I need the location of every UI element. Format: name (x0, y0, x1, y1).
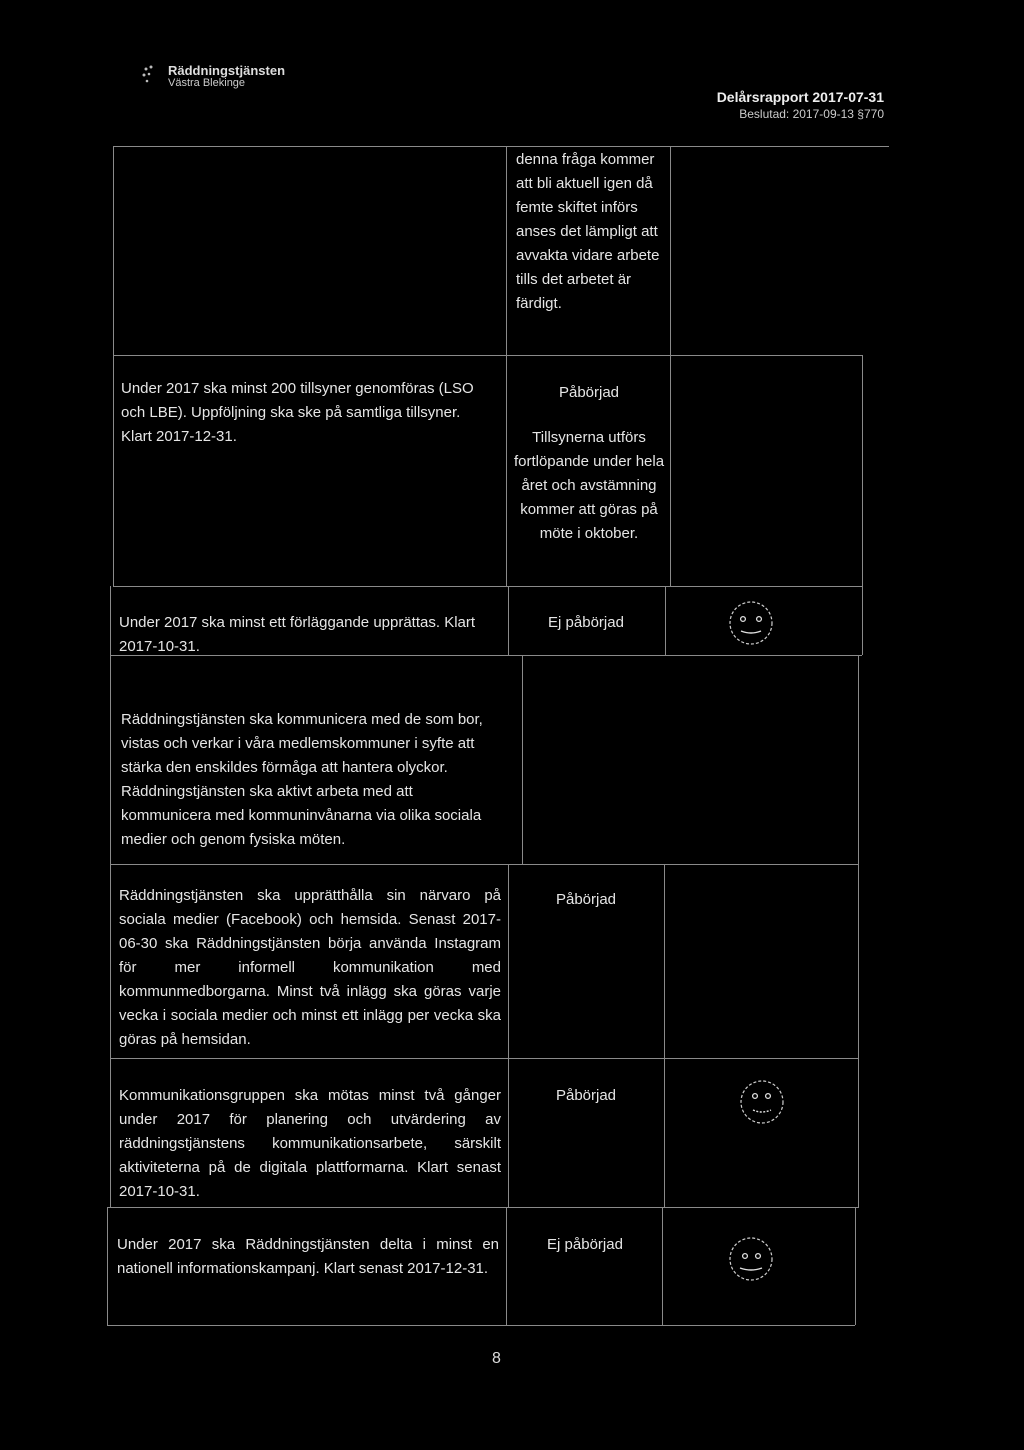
status-label: Påbörjad (558, 384, 620, 401)
organization-logo (140, 64, 285, 90)
goal-text-inspections: Under 2017 ska minst 200 tillsyner genomföras (LSO och LBE). Uppföljning ska ske på samtliga tillsyner. Klart 2017-12-31. (121, 380, 474, 445)
report-title: Delårsrapport 2017-07-31 (716, 89, 884, 105)
report-decision: Beslutad: 2017-09-13 §770 (739, 107, 884, 121)
organization-name: Räddningstjänsten (168, 63, 286, 78)
goal-text-injunction: Under 2017 ska minst ett förläggande upprättas. Klart 2017-10-31. (119, 614, 476, 655)
status-label: Påbörjad (555, 1087, 617, 1104)
goal-text-communication: Räddningstjänsten ska kommunicera med de som bor, vistas och verkar i våra medlemskommuner i syfte att stärka den enskildes förmåga att hantera olyckor. Räddningstjänsten ska aktivt arbeta med att kommunicera med kommuninvånarna via olika sociala medier och genom fysiska möten. (121, 711, 483, 848)
status-comment-continued: denna fråga kommer att bli aktuell igen då femte skiftet införs anses det lämpligt att avvakta vidare arbete tills det arbetet är färdigt. (516, 151, 660, 312)
status-label: Ej påbörjad (548, 614, 624, 631)
neutral-face-icon (720, 598, 782, 648)
report-info (717, 88, 884, 122)
neutral-face-icon (720, 1234, 782, 1284)
status-comment: Tillsynerna utförs fortlöpande under hela året och avstämning kommer att göras på möte i oktober. (513, 429, 665, 542)
organization-region: Västra Blekinge (168, 77, 246, 89)
status-label: Ej påbörjad (547, 1236, 623, 1253)
goal-text-communication-group: Kommunikationsgruppen ska mötas minst två gånger under 2017 för planering och utvärdering av räddningstjänstens kommunikationsarbete, särskilt aktiviteterna på de digitala plattformarna. Klart senast 2017-10-31. (119, 1087, 501, 1200)
goal-text-information-campaign: Under 2017 ska Räddningstjänsten delta i minst en nationell informationskampanj. Klart senast 2017-12-31. (117, 1236, 499, 1277)
logo-emblem-icon (140, 64, 162, 88)
status-label: Påbörjad (555, 891, 617, 908)
neutral-face-icon (731, 1077, 793, 1127)
goal-text-social-media: Räddningstjänsten ska upprätthålla sin närvaro på sociala medier (Facebook) och hemsida. Senast 2017-06-30 ska Räddningstjänsten börja använda Instagram för mer informell kommunikation med kommunmedborgarna. Minst två inlägg ska göras varje vecka i sociala medier och minst ett inlägg per vecka ska göras på hemsidan. (119, 887, 501, 1048)
page-number: 8 (492, 1350, 501, 1367)
